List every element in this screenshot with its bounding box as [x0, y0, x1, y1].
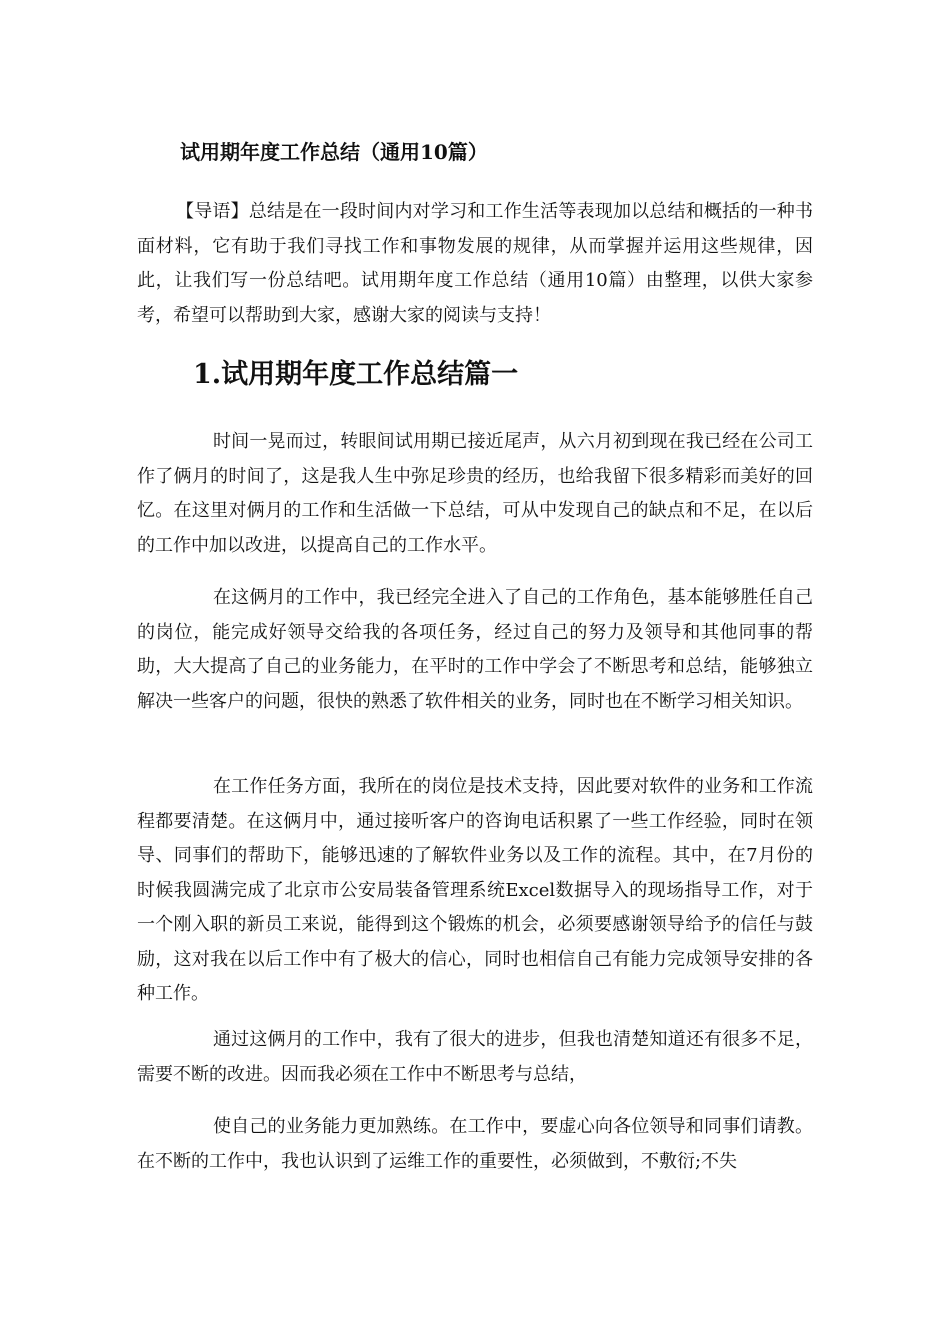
- body-paragraph: 时间一晃而过，转眼间试用期已接近尾声，从六月初到现在我已经在公司工作了俩月的时间了，这是我人生中弥足珍贵的经历，也给我留下很多精彩而美好的回忆。在这里对俩月的工作和生活做一下总结，可从中发现自己的缺点和不足，在以后的工作中加以改进，以提高自己的工作水平。: [137, 431, 813, 556]
- body-paragraph: 在工作任务方面，我所在的岗位是技术支持，因此要对软件的业务和工作流程都要清楚。在这俩月中，通过接听客户的咨询电话积累了一些工作经验，同时在领导、同事们的帮助下，能够迅速的了解软件业务以及工作的流程。其中，在7月份的时候我圆满完成了北京市公安局装备管理系统Excel数据导入的现场指导工作，对于一个刚入职的新员工来说，能得到这个锻炼的机会，必须要感谢领导给予的信任与鼓励，这对我在以后工作中有了极大的信心，同时也相信自己有能力完成领导安排的各种工作。: [137, 776, 813, 1004]
- body-paragraph: 通过这俩月的工作中，我有了很大的进步，但我也清楚知道还有很多不足，需要不断的改进。因而我必须在工作中不断思考与总结，: [137, 1029, 813, 1085]
- body-paragraph-2-block: [137, 581, 813, 719]
- body-paragraph: 使自己的业务能力更加熟练。在工作中，要虚心向各位领导和同事们请教。在不断的工作中，我也认识到了运维工作的重要性，必须做到，不敷衍;不失: [137, 1116, 813, 1172]
- section-heading: 1.试用期年度工作总结篇一: [193, 359, 519, 390]
- body-paragraph-5-block: [137, 1110, 813, 1179]
- intro-paragraph: 【导语】总结是在一段时间内对学习和工作生活等表现加以总结和概括的一种书面材料，它有助于我们寻找工作和事物发展的规律，从而掌握并运用这些规律，因此，让我们写一份总结吧。试用期年度工作总结（通用10篇）由整理，以供大家参考，希望可以帮助到大家，感谢大家的阅读与支持！: [137, 201, 813, 326]
- body-paragraph-3-block: [137, 770, 813, 1012]
- body-paragraph-4-block: [137, 1023, 813, 1092]
- document-title: 试用期年度工作总结（通用10篇）: [180, 140, 488, 164]
- body-paragraph: 在这俩月的工作中，我已经完全进入了自己的工作角色，基本能够胜任自己的岗位，能完成好领导交给我的各项任务，经过自己的努力及领导和其他同事的帮助，大大提高了自己的业务能力，在平时的工作中学会了不断思考和总结，能够独立解决一些客户的问题，很快的熟悉了软件相关的业务，同时也在不断学习相关知识。: [137, 587, 813, 712]
- body-paragraph-1-block: [137, 425, 813, 563]
